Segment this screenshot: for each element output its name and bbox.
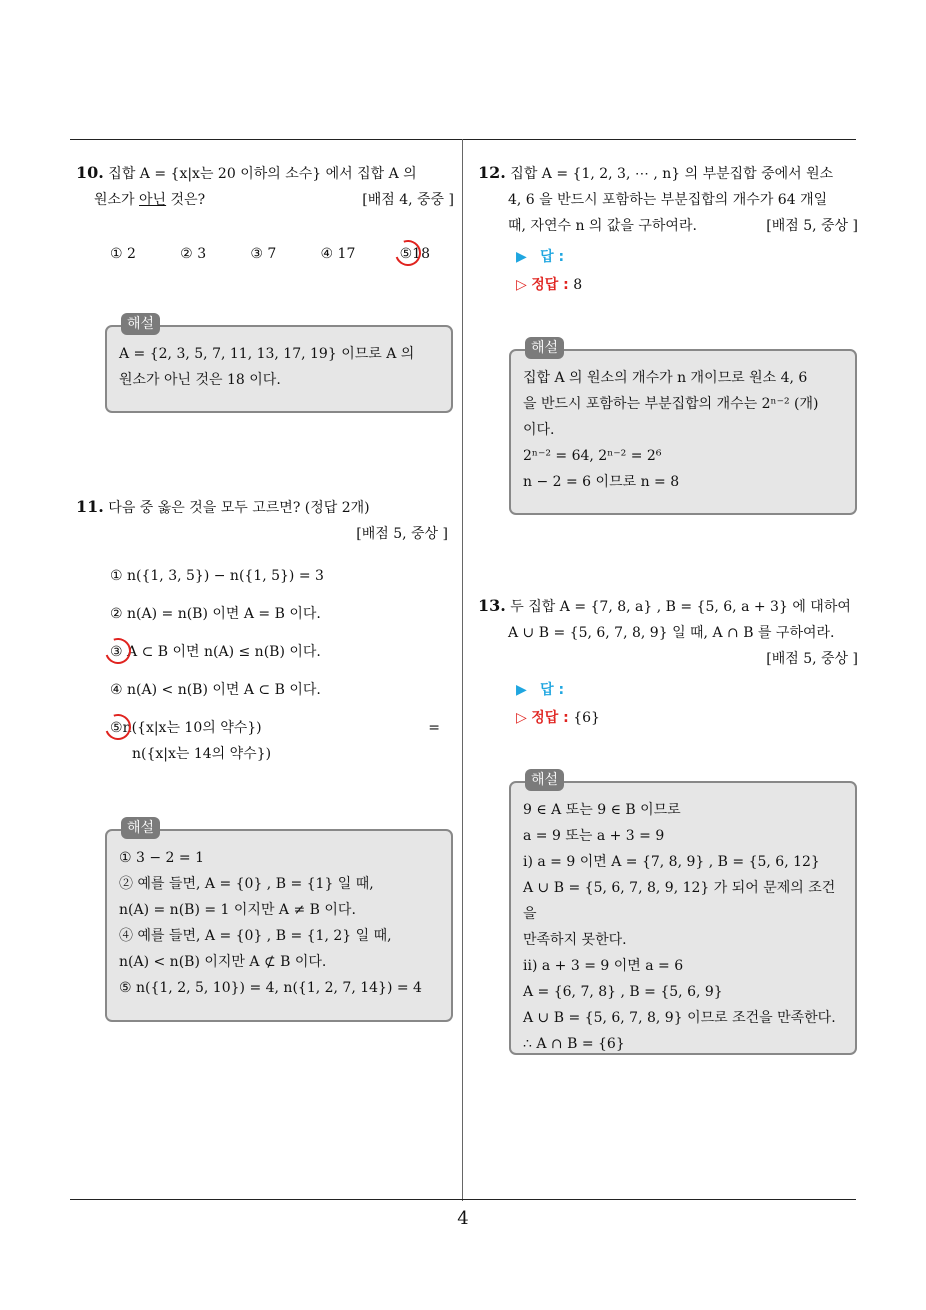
solution-tag: 해설 [121, 817, 160, 839]
question-13 [478, 593, 858, 732]
solution-line: ① 3 − 2 = 1 [119, 850, 204, 866]
correct-arrow-icon: ▷ [516, 710, 527, 726]
solution-tag: 해설 [525, 769, 564, 791]
statement-5-selected[interactable]: ⑤n({x|x는 10의 약수}) = n({x|x는 14의 약수}) [110, 715, 454, 767]
solution-line: i) a = 9 이면 A = {7, 8, 9} , B = {5, 6, 12} [523, 854, 820, 870]
question-text-line2: A ∪ B = {5, 6, 7, 8, 9} 일 때, A ∩ B 를 구하여라. [508, 625, 835, 641]
correct-value: 8 [573, 277, 583, 293]
choice-1[interactable]: ① 2 [110, 246, 136, 262]
correct-label: 정답 : [531, 277, 569, 293]
answer-field[interactable] [516, 243, 858, 271]
column-divider [462, 139, 463, 1201]
correct-answer [516, 704, 858, 732]
solution-line: A = {6, 7, 8} , B = {5, 6, 9} [523, 984, 723, 1000]
solution-line: 집합 A 의 원소의 개수가 n 개이므로 원소 4, 6 [523, 370, 808, 386]
statement-2[interactable]: ② n(A) = n(B) 이면 A = B 이다. [110, 606, 321, 622]
solution-line: n(A) < n(B) 이지만 A ⊄ B 이다. [119, 954, 327, 970]
solution-tag: 해설 [525, 337, 564, 359]
selected-circle-icon: ⑤ [110, 715, 123, 741]
solution-line: ii) a + 3 = 9 이면 a = 6 [523, 958, 684, 974]
emphasis-underline: 아닌 [139, 192, 167, 208]
statement-1[interactable]: ① n({1, 3, 5}) − n({1, 5}) = 3 [110, 568, 324, 584]
question-number: 11. [76, 497, 104, 516]
solution-tag: 해설 [121, 313, 160, 335]
solution-line: A = {2, 3, 5, 7, 11, 13, 17, 19} 이므로 A 의 [119, 346, 415, 362]
correct-label: 정답 : [531, 710, 569, 726]
question-10 [76, 160, 454, 267]
solution-line: A ∪ B = {5, 6, 7, 8, 9, 12} 가 되어 문제의 조건을 [523, 880, 836, 922]
correct-arrow-icon: ▷ [516, 277, 527, 293]
question-text: 두 집합 A = {7, 8, a} , B = {5, 6, a + 3} 에 대하여 [510, 599, 851, 615]
solution-line: ② 예를 들면, A = {0} , B = {1} 일 때, [119, 876, 374, 892]
choice-4[interactable]: ④ 17 [320, 246, 356, 262]
solution-line: 만족하지 못한다. [523, 932, 627, 948]
answer-field[interactable] [516, 676, 858, 704]
question-text-line2: 원소가 아닌 것은? [94, 192, 206, 208]
score-label: [배점 5, 중상 ] [766, 218, 858, 234]
question-text-line3: 때, 자연수 n 의 값을 구하여라. [508, 218, 697, 234]
solution-line: ∴ A ∩ B = {6} [523, 1036, 625, 1052]
statement-4[interactable]: ④ n(A) < n(B) 이면 A ⊂ B 이다. [110, 682, 321, 698]
solution-line: 2ⁿ⁻² = 64, 2ⁿ⁻² = 2⁶ [523, 448, 662, 464]
solution-line: 9 ∈ A 또는 9 ∈ B 이므로 [523, 802, 681, 818]
question-text: 집합 A = {1, 2, 3, ⋯ , n} 의 부분집합 중에서 원소 [510, 166, 834, 182]
question-text: 다음 중 옳은 것을 모두 고르면? (정답 2개) [108, 500, 370, 516]
answer-choices [110, 241, 430, 267]
solution-line: 이다. [523, 422, 555, 438]
solution-line: 을 반드시 포함하는 부분집합의 개수는 2ⁿ⁻² (개) [523, 396, 819, 412]
score-label: [배점 5, 중상 ] [356, 526, 448, 542]
choice-2[interactable]: ② 3 [180, 246, 207, 262]
choice-5-selected[interactable]: ⑤18 [400, 241, 430, 267]
selected-circle-icon: ⑤ [400, 241, 413, 267]
question-text-line2: 4, 6 을 반드시 포함하는 부분집합의 개수가 64 개일 [508, 192, 828, 208]
question-10-stem [76, 160, 454, 187]
score-label: [배점 5, 중상 ] [766, 651, 858, 667]
bottom-rule [70, 1199, 856, 1200]
solution-box-12 [509, 340, 857, 515]
selected-circle-icon: ③ [110, 639, 123, 665]
statement-3-selected[interactable]: ③ A ⊂ B 이면 n(A) ≤ n(B) 이다. [110, 639, 454, 665]
question-number: 13. [478, 596, 506, 615]
question-number: 10. [76, 163, 104, 182]
solution-line: n(A) = n(B) = 1 이지만 A ≠ B 이다. [119, 902, 356, 918]
solution-line: n − 2 = 6 이므로 n = 8 [523, 474, 680, 490]
answer-arrow-icon: ▶ [516, 682, 527, 698]
page-number: 4 [457, 1208, 469, 1229]
correct-value: {6} [573, 710, 600, 726]
solution-line: 원소가 아닌 것은 18 이다. [119, 372, 281, 388]
question-11 [76, 494, 454, 767]
answer-label: 답 : [540, 249, 565, 265]
answer-label: 답 : [540, 682, 565, 698]
correct-answer [516, 271, 858, 299]
answer-arrow-icon: ▶ [516, 249, 527, 265]
solution-box-13 [509, 772, 857, 1055]
choice-3[interactable]: ③ 7 [250, 246, 277, 262]
solution-line: ⑤ n({1, 2, 5, 10}) = 4, n({1, 2, 7, 14}) = 4 [119, 980, 422, 996]
solution-line: ④ 예를 들면, A = {0} , B = {1, 2} 일 때, [119, 928, 392, 944]
solution-box-10 [105, 316, 453, 413]
question-12 [478, 160, 858, 299]
question-text: 집합 A = {x|x는 20 이하의 소수} 에서 집합 A 의 [108, 166, 417, 182]
solution-line: a = 9 또는 a + 3 = 9 [523, 828, 665, 844]
top-rule [70, 139, 856, 140]
solution-box-11 [105, 820, 453, 1022]
solution-line: A ∪ B = {5, 6, 7, 8, 9} 이므로 조건을 만족한다. [523, 1010, 836, 1026]
score-label: [배점 4, 중중 ] [362, 192, 454, 208]
question-number: 12. [478, 163, 506, 182]
